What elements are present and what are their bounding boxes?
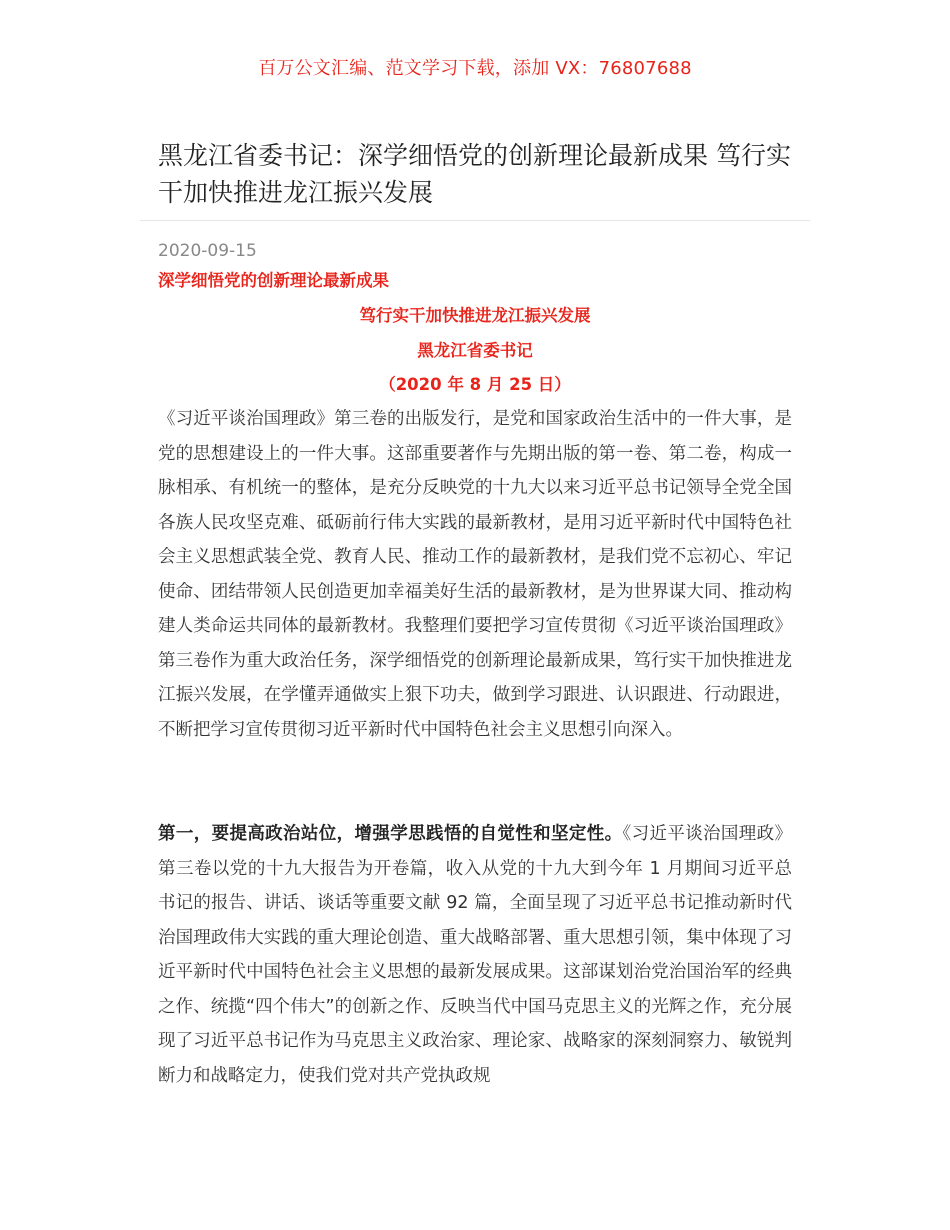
speech-date: （2020 年 8 月 25 日） bbox=[379, 375, 571, 394]
title-divider bbox=[140, 220, 810, 221]
watermark-banner bbox=[0, 57, 950, 81]
watermark-text: 百万公文汇编、范文学习下载，添加 VX：76807688 bbox=[258, 58, 692, 79]
paragraph-point-one-lead: 第一，要提高政治站位，增强学思践悟的自觉性和坚定性。 bbox=[158, 824, 623, 844]
publish-date: 2020-09-15 bbox=[158, 241, 257, 261]
author-line: 黑龙江省委书记 bbox=[417, 341, 533, 360]
subtitle-line-2: 笃行实干加快推进龙江振兴发展 bbox=[359, 306, 591, 325]
subtitle-line-1: 深学细悟党的创新理论最新成果 bbox=[158, 271, 389, 290]
paragraph-intro-text: 《习近平谈治国理政》第三卷的出版发行，是党和国家政治生活中的一件大事，是党的思想建设上的一件大事。这部重要著作与先期出版的第一卷、第二卷，构成一脉相承、有机统一的整体，是充分反映党的十九大以来习近平总书记领导全党全国各族人民攻坚克难、砥砺前行伟大实践的最新教材，是用习近平新时代中国特色社会主义思想武装全党、教育人民、推动工作的最新教材，是我们党不忘初心、牢记使命、团结带领人民创造更加幸福美好生活的最新教材，是为世界谋大同、推动构建人类命运共同体的最新教材。我整理们要把学习宣传贯彻《习近平谈治国理政》第三卷作为重大政治任务，深学细悟党的创新理论最新成果，笃行实干加快推进龙江振兴发展，在学懂弄通做实上狠下功夫，做到学习跟进、认识跟进、行动跟进，不断把学习宣传贯彻习近平新时代中国特色社会主义思想引向深入。 bbox=[158, 409, 792, 740]
paragraph-intro bbox=[158, 402, 792, 747]
paragraph-point-one-text: 《习近平谈治国理政》第三卷以党的十九大报告为开卷篇，收入从党的十九大到今年 1 月期间习近平总书记的报告、讲话、谈话等重要文献 92 篇，全面呈现了习近平总书记推动新时代治国理政伟大实践的重大理论创造、重大战略部署、重大思想引领，集中体现了习近平新时代中国特色社会主义思想的最新发展成果。这部谋划治党治国治军的经典之作、统揽“四个伟大”的创新之作、反映当代中国马克思主义的光辉之作，充分展现了习近平总书记作为马克思主义政治家、理论家、战略家的深刻洞察力、敏锐判断力和战略定力，使我们党对共产党执政规 bbox=[158, 824, 793, 1086]
article-title: 黑龙江省委书记：深学细悟党的创新理论最新成果 笃行实干加快推进龙江振兴发展 bbox=[158, 141, 791, 207]
paragraph-point-one bbox=[158, 817, 792, 1093]
